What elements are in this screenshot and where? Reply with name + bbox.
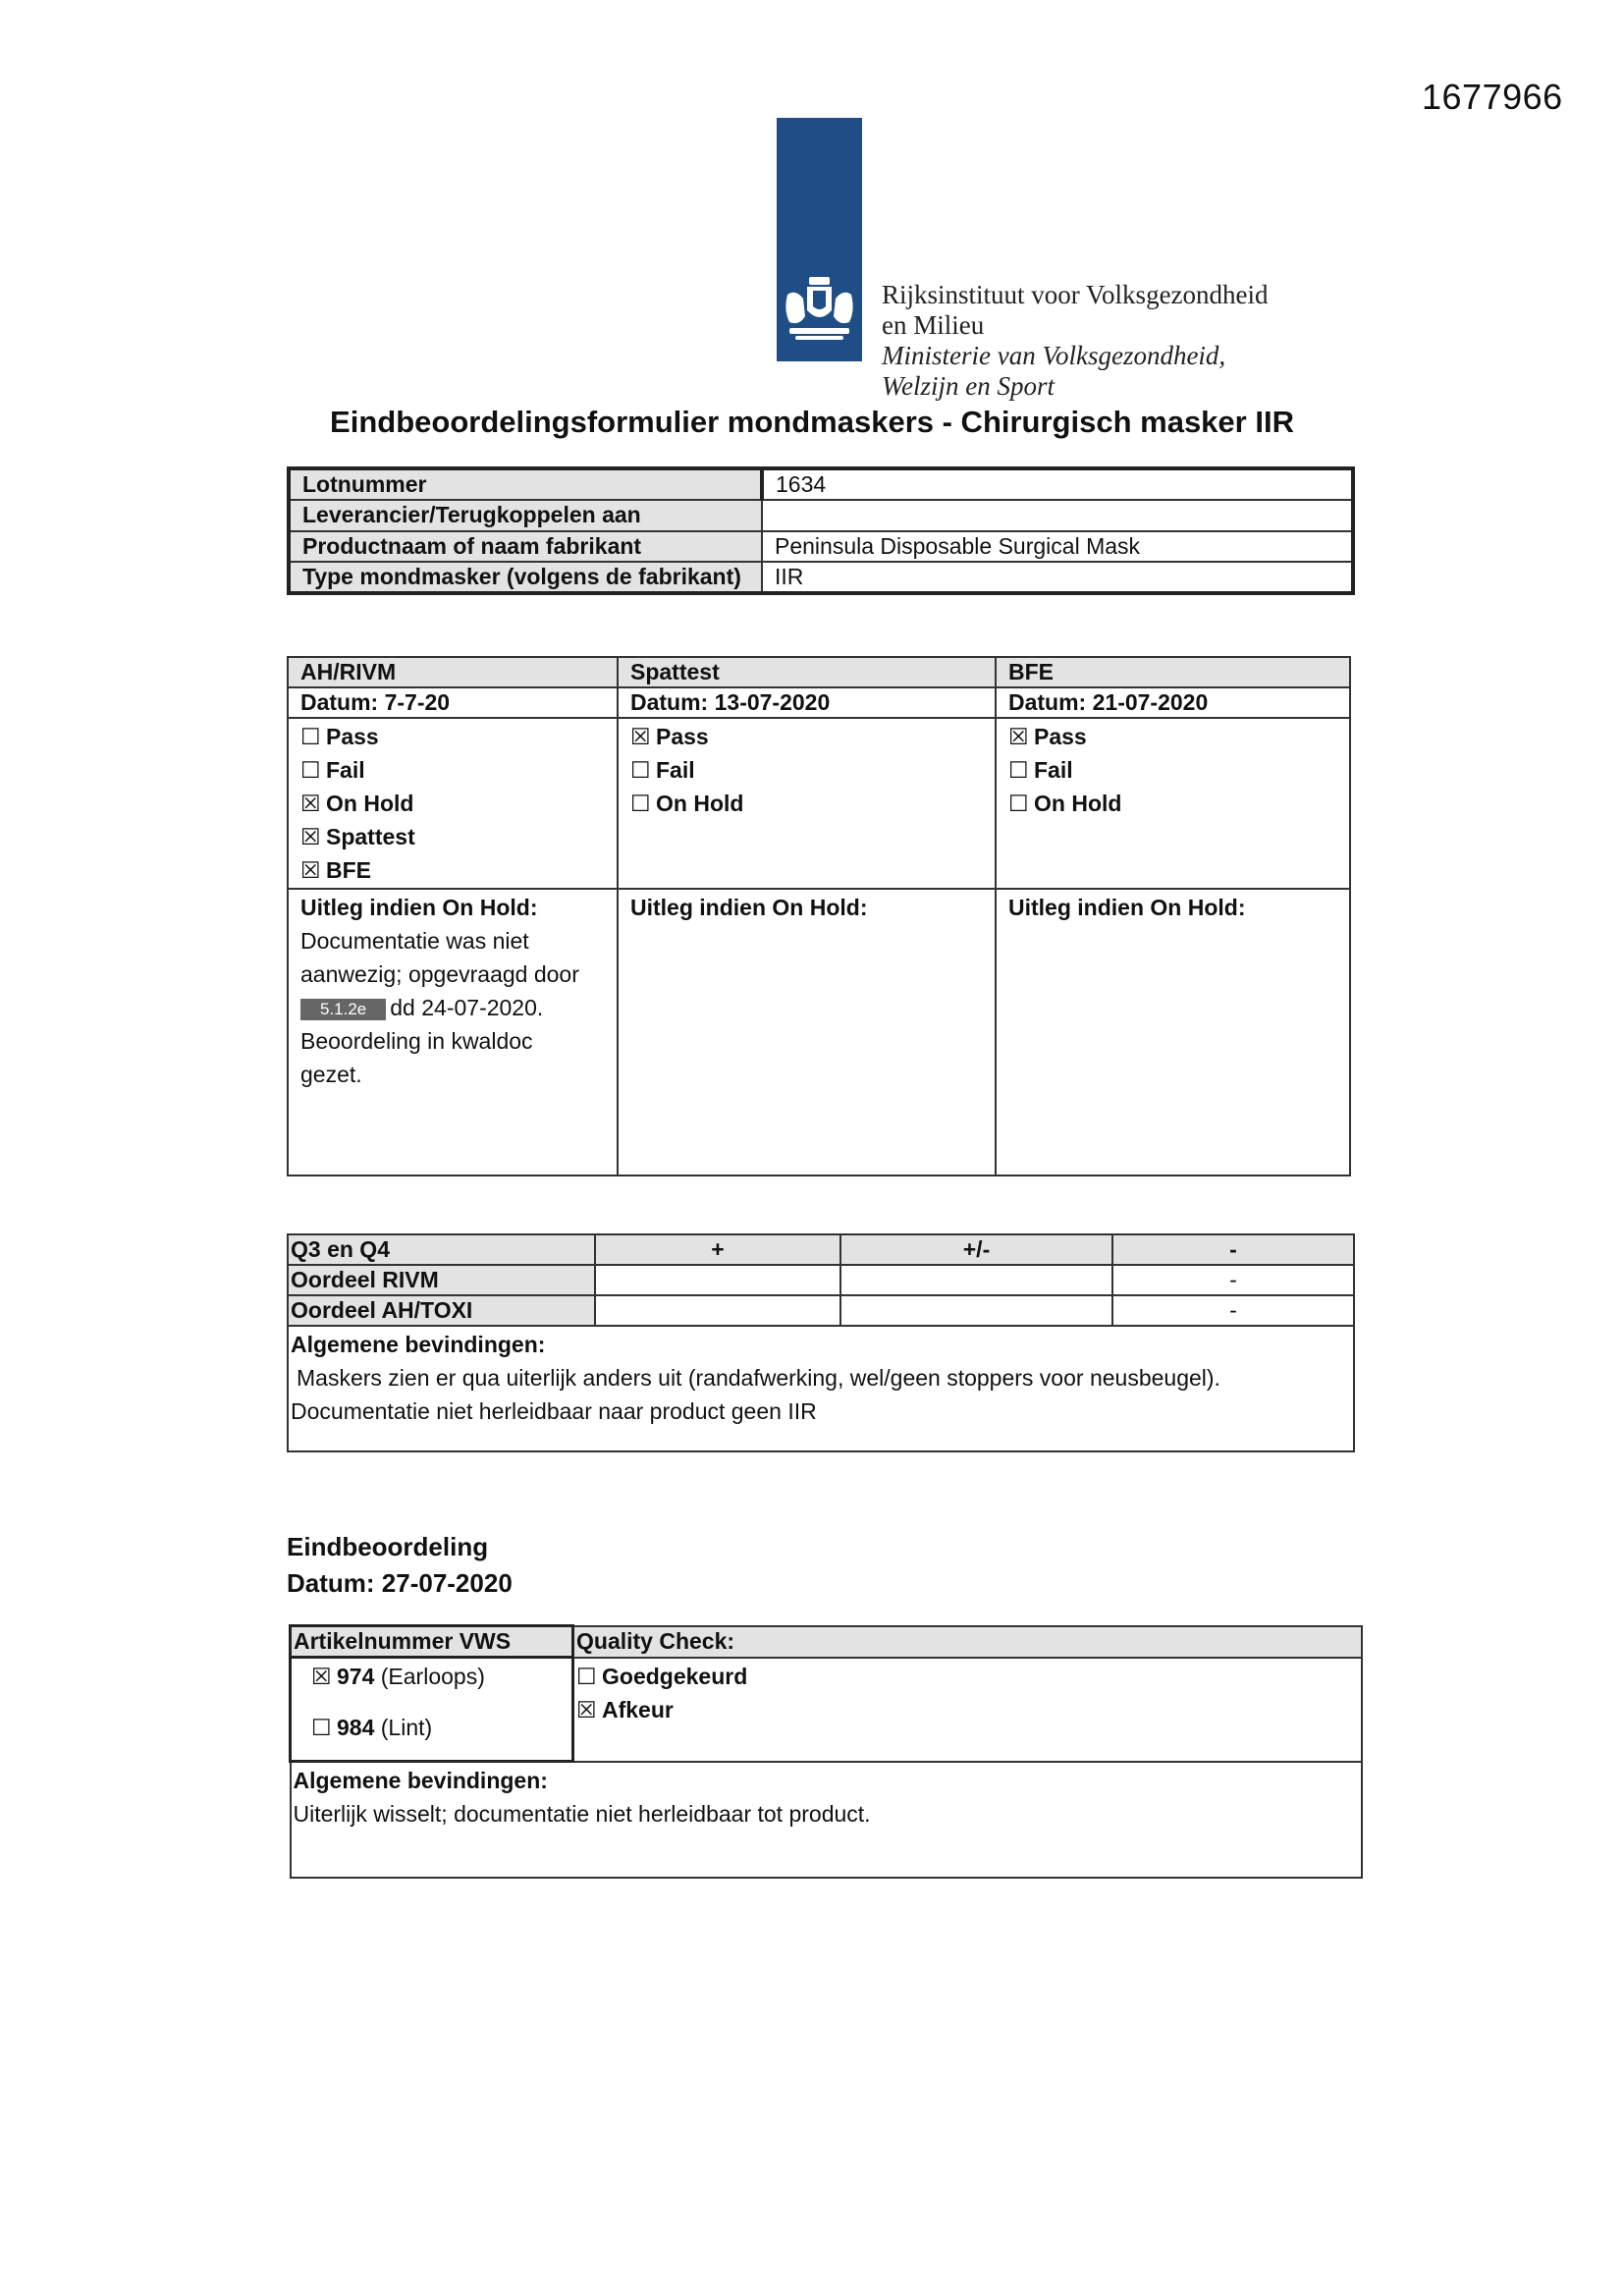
option-afkeur: ☒ Afkeur [576,1693,1349,1726]
explanation-label: Uitleg indien On Hold: [630,895,868,920]
findings-text: Maskers zien er qua uiterlijk anders uit (randafwerking, wel/geen stoppers voor neusbeugel). [297,1365,1220,1391]
type-label: Type mondmasker (volgens de fabrikant) [289,562,762,593]
option-pass: ☒ Pass [1008,720,1337,753]
table-row [289,468,1353,500]
table-row [289,562,1353,593]
checkbox[interactable]: ☐ [630,757,651,783]
productnaam-value: Peninsula Disposable Surgical Mask [762,531,1353,562]
oordeel-ah-toxi-plus [595,1295,840,1326]
options-ah-rivm [288,718,618,889]
table-row [288,657,1350,687]
final-heading: Eindbeoordeling [287,1532,489,1561]
lotnummer-value: 1634 [762,468,1353,500]
form-title: Eindbeoordelingsformulier mondmaskers - Chirurgisch masker IIR [330,405,1294,439]
final-findings [291,1762,1363,1878]
table-row [291,1762,1363,1878]
org-line-4: Welzijn en Sport [882,371,1056,401]
option-984: ☐ 984 (Lint) [311,1711,560,1744]
table-row [289,531,1353,562]
findings-text: Uiterlijk wisselt; documentatie niet herleidbaar tot product. [293,1801,871,1827]
option-fail: ☐ Fail [630,753,983,787]
document-number: 1677966 [1422,77,1563,117]
q34-header-plusminus: +/- [840,1234,1112,1265]
table-row [288,889,1350,1175]
option-spattest: ☒ Spattest [300,820,605,853]
checkbox[interactable]: ☒ [630,724,651,749]
date-spattest: Datum: 13-07-2020 [618,687,996,718]
checkbox[interactable]: ☐ [1008,791,1029,816]
table-row [288,687,1350,718]
q34-header-label: Q3 en Q4 [288,1234,595,1265]
option-fail: ☐ Fail [1008,753,1337,787]
option-pass: ☐ Pass [300,720,605,753]
final-table [289,1624,1363,1879]
quality-check-options [573,1658,1363,1762]
explanation-text: 5.1.2e dd 24-07-2020. [300,991,605,1024]
oordeel-rivm-label: Oordeel RIVM [288,1265,595,1295]
oordeel-ah-toxi-label: Oordeel AH/TOXI [288,1295,595,1326]
q34-header-plus: + [595,1234,840,1265]
col-ah-rivm-header: AH/RIVM [288,657,618,687]
checkbox[interactable]: ☐ [300,724,321,749]
checkbox[interactable]: ☒ [300,791,321,816]
oordeel-ah-toxi-plusminus [840,1295,1112,1326]
q34-table [287,1233,1355,1452]
checkbox[interactable]: ☒ [300,824,321,849]
checkbox[interactable]: ☒ [311,1664,332,1689]
final-date: Datum: 27-07-2020 [287,1568,513,1598]
date-ah-rivm: Datum: 7-7-20 [288,687,618,718]
table-row [289,500,1353,531]
findings-label: Algemene bevindingen: [291,1332,546,1357]
findings-label: Algemene bevindingen: [293,1768,548,1793]
checkbox[interactable]: ☐ [1008,757,1029,783]
oordeel-rivm-minus: - [1112,1265,1354,1295]
checkbox[interactable]: ☐ [300,757,321,783]
leverancier-label: Leverancier/Terugkoppelen aan [289,500,762,531]
explanation-text: Beoordeling in kwaldoc [300,1028,533,1054]
info-table [287,466,1355,595]
leverancier-value [762,500,1353,531]
rijksoverheid-logo [777,118,862,361]
table-row [288,1295,1354,1326]
q34-header-minus: - [1112,1234,1354,1265]
type-value: IIR [762,562,1353,593]
explanation-label: Uitleg indien On Hold: [1008,895,1246,920]
findings-text: Documentatie niet herleidbaar naar product geen IIR [291,1398,817,1424]
option-974: ☒ 974 (Earloops) [311,1660,560,1693]
checkbox[interactable]: ☐ [576,1663,597,1689]
table-row [291,1626,1363,1658]
col-spattest-header: Spattest [618,657,996,687]
checkbox[interactable]: ☒ [576,1696,597,1722]
option-on-hold: ☐ On Hold [1008,787,1337,820]
checkbox[interactable]: ☐ [311,1715,332,1740]
table-row [288,1234,1354,1265]
options-spattest [618,718,996,889]
date-bfe: Datum: 21-07-2020 [996,687,1350,718]
quality-check-label: Quality Check: [573,1626,1363,1658]
table-row [291,1658,1363,1762]
table-row [288,1265,1354,1295]
explanation-text: gezet. [300,1062,362,1087]
checkbox[interactable]: ☒ [300,857,321,883]
org-line-3: Ministerie van Volksgezondheid, [882,341,1226,370]
option-goedgekeurd: ☐ Goedgekeurd [576,1660,1349,1693]
option-bfe: ☒ BFE [300,853,605,887]
checkbox[interactable]: ☐ [630,791,651,816]
oordeel-rivm-plus [595,1265,840,1295]
explanation-text: Documentatie was niet [300,928,529,954]
explanation-ah-rivm [288,889,618,1175]
explanation-label: Uitleg indien On Hold: [300,895,538,920]
explanation-text: aanwezig; opgevraagd door [300,961,579,987]
oordeel-ah-toxi-minus: - [1112,1295,1354,1326]
organization-name [882,280,1269,402]
checkbox[interactable]: ☒ [1008,724,1029,749]
explanation-spattest [618,889,996,1175]
artikelnummer-options [291,1658,573,1762]
table-row [288,1326,1354,1451]
productnaam-label: Productnaam of naam fabrikant [289,531,762,562]
col-bfe-header: BFE [996,657,1350,687]
q34-findings [288,1326,1354,1451]
table-row [288,718,1350,889]
option-pass: ☒ Pass [630,720,983,753]
artikelnummer-label: Artikelnummer VWS [291,1626,573,1658]
redaction-box: 5.1.2e [300,999,386,1020]
lotnummer-label: Lotnummer [289,468,762,500]
option-on-hold: ☒ On Hold [300,787,605,820]
oordeel-rivm-plusminus [840,1265,1112,1295]
option-on-hold: ☐ On Hold [630,787,983,820]
option-fail: ☐ Fail [300,753,605,787]
options-bfe [996,718,1350,889]
royal-crest-icon [782,275,857,344]
tests-table [287,656,1351,1176]
explanation-bfe [996,889,1350,1175]
org-line-2: en Milieu [882,310,985,340]
org-line-1: Rijksinstituut voor Volksgezondheid [882,280,1269,309]
